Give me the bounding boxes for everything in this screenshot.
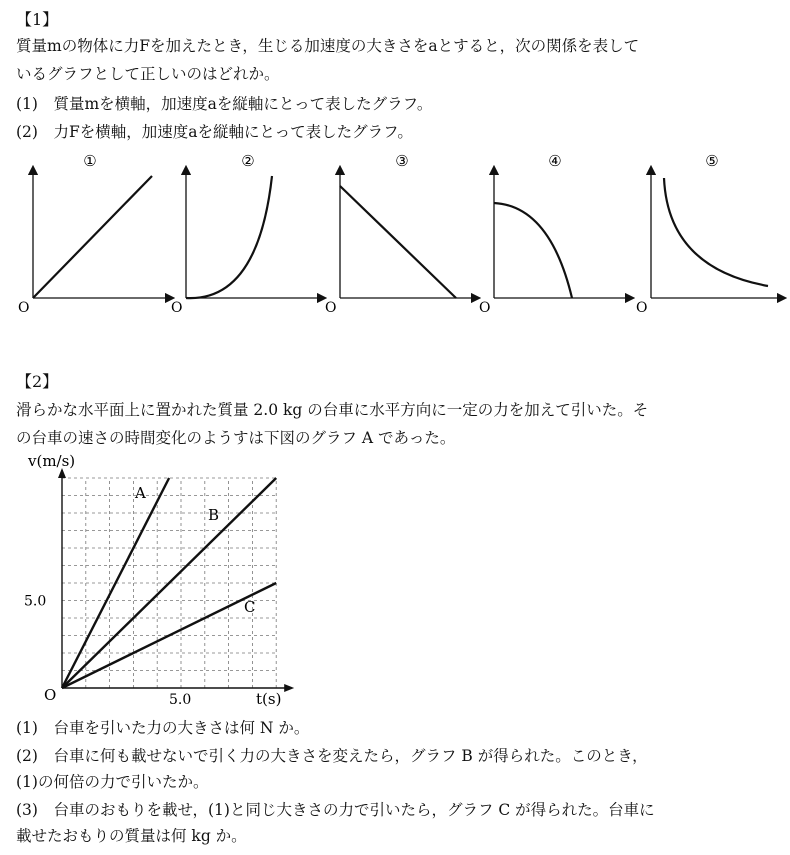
section2-question3-line2: 載せたおもりの質量は何 kg か。 [16, 827, 247, 845]
graph-2 [171, 152, 322, 316]
graph-5-origin: O [636, 300, 648, 316]
vt-chart [0, 450, 790, 710]
graph-1 [18, 152, 170, 316]
graph-2-origin: O [171, 300, 183, 316]
graph-2-label: ② [241, 152, 255, 170]
section1-question1: (1) 質量mを横軸，加速度aを縦軸にとって表したグラフ。 [16, 95, 433, 113]
graph-4-label: ④ [548, 152, 562, 170]
series-label-C: C [244, 598, 256, 616]
graph-4-curve [494, 203, 572, 298]
section1-intro-line2: いるグラフとして正しいのはどれか。 [16, 65, 280, 83]
graph-3 [325, 152, 476, 316]
graph-1-label: ① [83, 152, 97, 170]
section2-question2-line1: (2) 台車に何も載せないで引く力の大きさを変えたら，グラフ B が得られた。このとき， [16, 747, 648, 765]
vt-chart-y-tick-label: 5.0 [24, 593, 47, 610]
section2-intro-line2: の台車の速さの時間変化のようすは下図のグラフ A であった。 [16, 429, 456, 447]
graph-3-label: ③ [395, 152, 409, 170]
graph-3-origin: O [325, 300, 337, 316]
vt-chart-origin: O [44, 686, 57, 704]
section1-intro-line1: 質量mの物体に力Fを加えたとき，生じる加速度の大きさをaとすると，次の関係を表して [16, 37, 640, 55]
series-label-B: B [208, 506, 220, 524]
section1-heading: 【1】 [16, 10, 59, 29]
graph-4 [479, 152, 630, 316]
graph-1-origin: O [18, 300, 30, 316]
section2-question1: (1) 台車を引いた力の大きさは何 N か。 [16, 719, 310, 737]
section2-question2-line2: (1)の何倍の力で引いたか。 [16, 773, 209, 791]
section2-intro-line1: 滑らかな水平面上に置かれた質量 2.0 kg の台車に水平方向に一定の力を加えて引いた。そ [16, 401, 649, 419]
graph-5 [636, 152, 782, 316]
graph-3-curve [340, 186, 456, 298]
section1-graphs [0, 0, 790, 330]
vt-chart-x-tick-label: 5.0 [169, 692, 192, 708]
x-axis-arrow [284, 684, 294, 692]
series-label-A: A [135, 484, 146, 502]
section2-question3-line1: (3) 台車のおもりを載せ，(1)と同じ大きさの力で引いたら，グラフ C が得られた。台車に [16, 801, 655, 819]
section1-question2: (2) 力Fを横軸，加速度aを縦軸にとって表したグラフ。 [16, 123, 413, 141]
vt-chart-xlabel: t(s) [256, 690, 282, 708]
section2-heading: 【2】 [16, 372, 59, 391]
graph-4-origin: O [479, 300, 491, 316]
graph-5-label: ⑤ [705, 152, 719, 170]
graph-5-curve [664, 178, 768, 286]
graph-2-curve [186, 176, 272, 298]
vt-chart-ylabel: v(m/s) [28, 452, 76, 470]
graph-1-curve [33, 176, 152, 298]
